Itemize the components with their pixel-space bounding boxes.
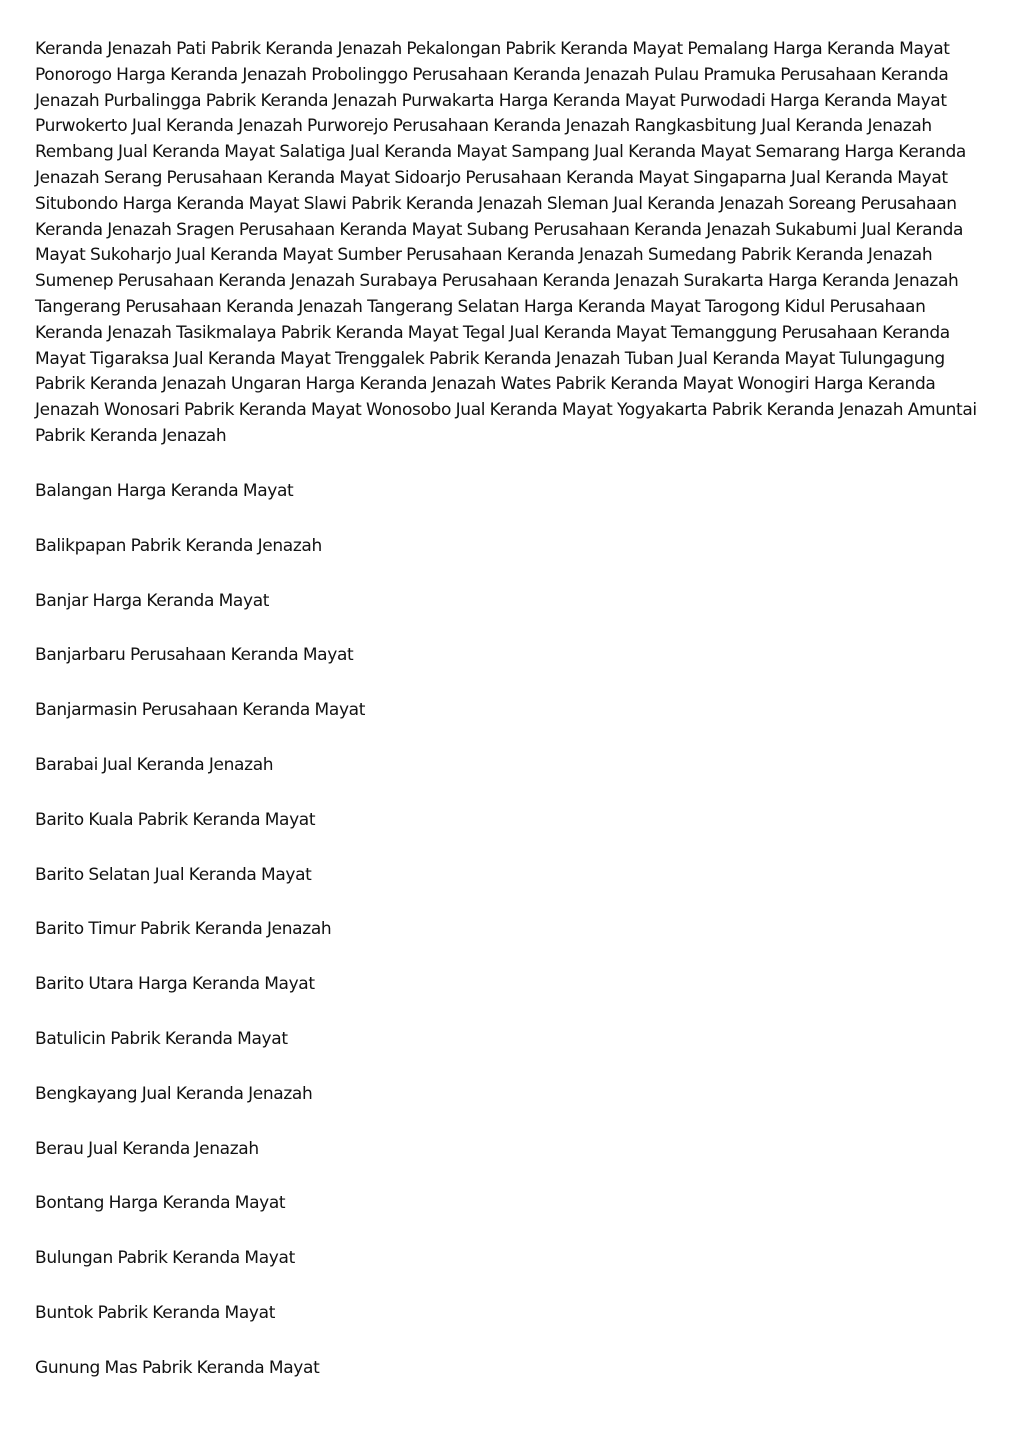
list-item: Bontang Harga Keranda Mayat (35, 1193, 286, 1214)
list-item: Banjar Harga Keranda Mayat (35, 590, 270, 611)
list-item: Barabai Jual Keranda Jenazah (35, 754, 274, 775)
list-item: Barito Utara Harga Keranda Mayat (35, 974, 315, 995)
list-item: Banjarmasin Perusahaan Keranda Mayat (35, 700, 366, 721)
list-item: Barito Kuala Pabrik Keranda Mayat (35, 809, 316, 830)
list-item: Gunung Mas Pabrik Keranda Mayat (35, 1357, 320, 1378)
list-item: Balangan Harga Keranda Mayat (35, 481, 294, 501)
list-item: Buntok Pabrik Keranda Mayat (35, 1302, 276, 1323)
list-item: Banjarbaru Perusahaan Keranda Mayat (35, 645, 354, 666)
list-item: Batulicin Pabrik Keranda Mayat (35, 1028, 288, 1049)
document-page (35, 37, 995, 1378)
list-item: Berau Jual Keranda Jenazah (35, 1138, 259, 1159)
list-item: Bulungan Pabrik Keranda Mayat (35, 1248, 295, 1269)
list-item: Barito Timur Pabrik Keranda Jenazah (35, 919, 332, 940)
intro-paragraph: Keranda Jenazah Pati Pabrik Keranda Jenazah Pekalongan Pabrik Keranda Mayat Pemalang Harga Keranda Mayat Ponorogo Harga Keranda Jenazah Probolinggo Perusahaan Keranda Jenazah Pulau Pramuka Perusahaan Keranda Jenazah Purbalingga Pabrik Keranda Jenazah Purwakarta Harga Keranda Mayat Purwodadi Harga Keranda Mayat Purwokerto Jual Keranda Jenazah Purworejo Perusahaan Keranda Jenazah Rangkasbitung Jual Keranda Jenazah Rembang Jual Keranda Mayat Salatiga Jual Keranda Mayat Sampang Jual Keranda Mayat Semarang Harga Keranda Jenazah Serang Perusahaan Keranda Mayat Sidoarjo Perusahaan Keranda Mayat Singaparna Jual Keranda Mayat Situbondo Harga Keranda Mayat Slawi Pabrik Keranda Jenazah Sleman Jual Keranda Jenazah Soreang Perusahaan Keranda Jenazah Sragen Perusahaan Keranda Mayat Subang Perusahaan Keranda Jenazah Sukabumi Jual Keranda Mayat Sukoharjo Jual Keranda Mayat Sumber Perusahaan Keranda Jenazah Sumedang Pabrik Keranda Jenazah Sumenep Perusahaan Keranda Jenazah Surabaya Perusahaan Keranda Jenazah Surakarta Harga Keranda Jenazah Tangerang Perusahaan Keranda Jenazah Tangerang Selatan Harga Keranda Mayat Tarogong Kidul Perusahaan Keranda Jenazah Tasikmalaya Pabrik Keranda Mayat Tegal Jual Keranda Mayat Temanggung Perusahaan Keranda Mayat Tigaraksa Jual Keranda Mayat Trenggalek Pabrik Keranda Jenazah Tuban Jual Keranda Mayat Tulungagung Pabrik Keranda Jenazah Ungaran Harga Keranda Jenazah Wates Pabrik Keranda Mayat Wonogiri Harga Keranda Jenazah Wonosari Pabrik Keranda Mayat Wonosobo Jual Keranda Mayat Yogyakarta Pabrik Keranda Jenazah Amuntai Pabrik Keranda Jenazah (35, 39, 977, 446)
list-item: Barito Selatan Jual Keranda Mayat (35, 864, 312, 885)
list-item: Bengkayang Jual Keranda Jenazah (35, 1083, 313, 1104)
list-item: Balikpapan Pabrik Keranda Jenazah (35, 535, 322, 556)
item-list (35, 480, 365, 1412)
